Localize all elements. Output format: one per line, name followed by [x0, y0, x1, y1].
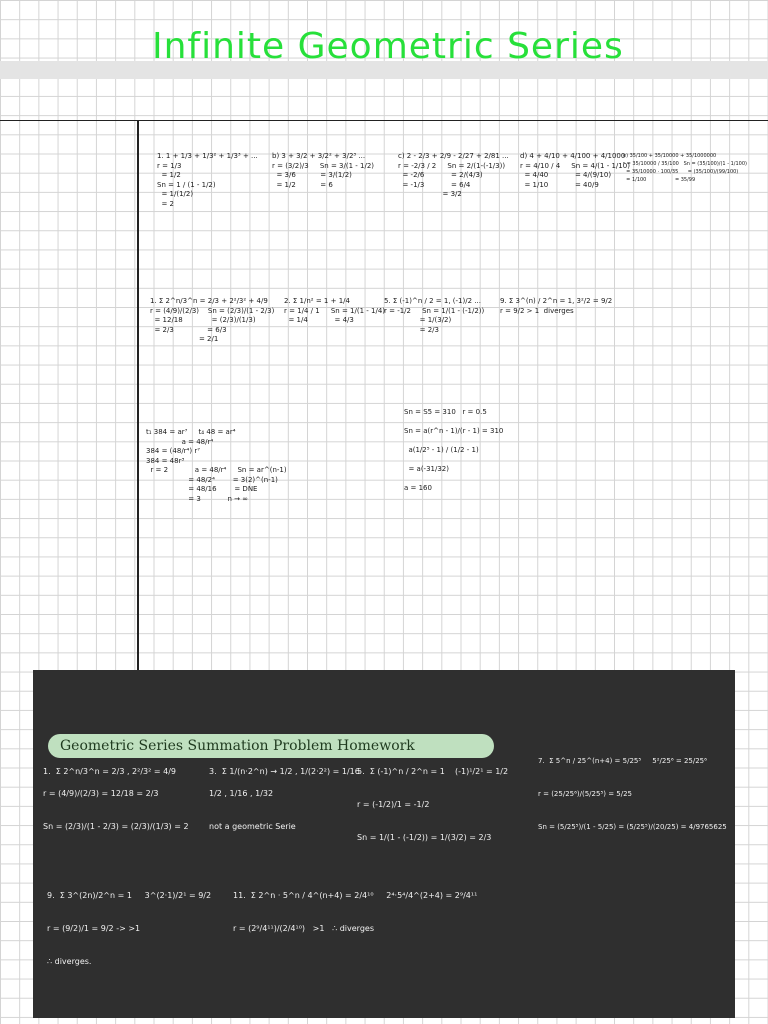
note-e: e) 35/100 + 35/10000 + 35/1000000 r = 35/10000 / 35/100 Sn = (35/100)/(1 - 1/100) = 35/10000 · 100/35 = (35/100)/(99/100) = 1/100 = 35/99: [623, 153, 747, 183]
note-d: d) 4 + 4/10 + 4/100 + 4/1000 r = 4/10 / 4 Sn = 4/(1 - 1/10) = 4/40 = 4/(9/10) = 1/10 = 40/9: [520, 152, 630, 189]
note-q2: 2. Σ 1/n² = 1 + 1/4 r = 1/4 / 1 Sn = 1/(1 - 1/4) = 1/4 = 4/3: [284, 297, 386, 324]
note-q-right: Sn = S5 = 310 r = 0.5 Sn = a(r^n - 1)/(r - 1) = 310 a(1/2⁵ - 1) / (1/2 - 1) = a(-31/32) a = 160: [404, 408, 504, 492]
note-b: b) 3 + 3/2 + 3/2² + 3/2³ ... r = (3/2)/3 Sn = 3/(1 - 1/2) = 3/6 = 3/(1/2) = 1/2 = 6: [272, 152, 375, 189]
board-problem-1: 1. Σ 2^n/3^n = 2/3 , 2²/3² = 4/9 r = (4/9)/(2/3) = 12/18 = 2/3 Sn = (2/3)/(1 - 2/3) = (2/3)/(1/3) = 2: [43, 767, 189, 831]
board-problem-9: 9. Σ 3^(2n)/2^n = 1 3^(2·1)/2¹ = 9/2 r = (9/2)/1 = 9/2 -> >1 ∴ diverges.: [47, 891, 212, 966]
note-q9: 9. Σ 3^(n) / 2^n = 1, 3²/2 = 9/2 r = 9/2 > 1 diverges: [500, 297, 613, 315]
note-q-left: t₁ 384 = ar⁷ t₄ 48 = ar⁴ a = 48/r⁴ 384 = (48/r⁴) r⁷ 384 = 48r³ r = 2 a = 48/r⁴ Sn = ar^(n-1) = 48/2⁴ = 3(2)^(n-1) = 48/16 = DNE = 3 n → ∞: [146, 428, 287, 503]
note-q5: 5. Σ (-1)^n / 2 = 1, (-1)/2 ... r = -1/2 Sn = 1/(1 - (-1/2)) = 1/(3/2) = 2/3: [384, 297, 485, 334]
homework-heading: Geometric Series Summation Problem Homework: [60, 738, 415, 754]
board-problem-7: 7. Σ 5^n / 25^(n+4) = 5/25⁵ 5²/25⁶ = 25/25⁶ r = (25/25⁶)/(5/25⁵) = 5/25 Sn = (5/25⁵)/(1 - 5/25) = (5/25⁵)/(20/25) = 4/9765625: [538, 757, 727, 831]
board-problem-5: 5. Σ (-1)^n / 2^n = 1 (-1)¹/2¹ = 1/2 r = (-1/2)/1 = -1/2 Sn = 1/(1 - (-1/2)) = 1/(3/2) = 2/3: [357, 767, 509, 842]
board-problem-11: 11. Σ 2^n · 5^n / 4^(n+4) = 2/4¹⁰ 2⁴·5⁴/4^(2+4) = 2⁹/4¹¹ r = (2⁹/4¹¹)/(2/4¹⁰) >1 ∴ diverges: [233, 891, 478, 933]
page-title: Infinite Geometric Series: [152, 26, 624, 67]
board-problem-3: 3. Σ 1/(n·2^n) → 1/2 , 1/(2·2²) = 1/16 1/2 , 1/16 , 1/32 not a geometric Serie: [209, 767, 360, 831]
margin-line: [137, 121, 139, 670]
note-a: 1. 1 + 1/3 + 1/3² + 1/3³ + ... r = 1/3 = 1/2 Sn = 1 / (1 - 1/2) = 1/(1/2) = 2: [157, 152, 258, 208]
homework-heading-pill: [48, 734, 494, 758]
blackboard-panel: [33, 670, 735, 1018]
header-divider: [0, 120, 768, 121]
note-c: c) 2 - 2/3 + 2/9 - 2/27 + 2/81 ... r = -2/3 / 2 Sn = 2/(1-(-1/3)) = -2/6 = 2/(4/3) = -1/3 = 6/4 = 3/2: [398, 152, 509, 198]
note-q1: 1. Σ 2^n/3^n = 2/3 + 2²/3² + 4/9 r = (4/9)/(2/3) Sn = (2/3)/(1 - 2/3) = 12/18 = (2/3)/(1/3) = 2/3 = 6/3 = 2/1: [150, 297, 275, 343]
